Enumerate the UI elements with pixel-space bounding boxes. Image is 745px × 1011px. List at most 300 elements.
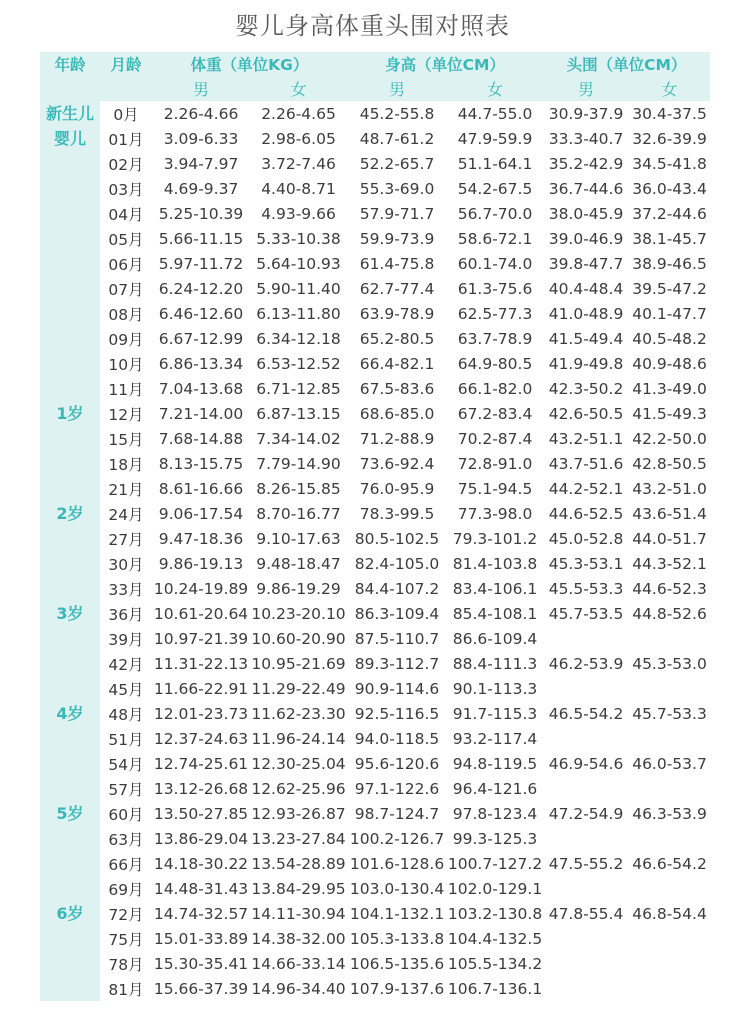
height-male-cell: 89.3-112.7 <box>354 654 440 673</box>
head-male-cell: 42.3-50.2 <box>548 379 624 398</box>
month-cell: 24月 <box>108 505 144 524</box>
table-row <box>40 726 710 751</box>
table-row <box>40 251 710 276</box>
head-male-cell: 36.7-44.6 <box>548 179 624 198</box>
month-cell: 36月 <box>108 605 144 624</box>
height-female-cell: 97.8-123.4 <box>452 804 538 823</box>
weight-male-cell: 3.94-7.97 <box>163 154 239 173</box>
subheader-weight-male: 男 <box>152 76 250 101</box>
weight-male-cell: 12.01-23.73 <box>153 704 249 723</box>
weight-male-cell: 13.50-27.85 <box>153 804 249 823</box>
height-male-cell: 62.7-77.4 <box>359 279 435 298</box>
head-female-cell <box>629 626 710 651</box>
weight-male-cell: 15.66-37.39 <box>153 979 249 998</box>
height-male-cell: 107.9-137.6 <box>349 979 445 998</box>
subheader-height-female: 女 <box>447 76 543 101</box>
age-cell <box>40 276 100 301</box>
weight-male-cell: 11.31-22.13 <box>153 654 249 673</box>
month-cell: 04月 <box>108 205 144 224</box>
month-cell: 07月 <box>108 280 144 299</box>
age-cell: 婴儿 <box>40 126 100 151</box>
weight-male-cell: 7.68-14.88 <box>158 429 244 448</box>
age-cell <box>40 826 100 851</box>
age-cell <box>40 776 100 801</box>
table-row <box>40 801 710 826</box>
height-female-cell: 56.7-70.0 <box>457 204 533 223</box>
height-female-cell: 64.9-80.5 <box>457 354 533 373</box>
weight-female-cell: 2.26-4.65 <box>261 104 336 123</box>
table-row <box>40 101 710 126</box>
age-cell <box>40 851 100 876</box>
height-male-cell: 86.3-109.4 <box>354 604 440 623</box>
head-male-cell: 44.6-52.5 <box>548 504 624 523</box>
height-male-cell: 73.6-92.4 <box>359 454 435 473</box>
head-male-cell <box>543 826 629 851</box>
height-female-cell: 44.7-55.0 <box>457 104 533 123</box>
weight-female-cell: 9.86-19.29 <box>256 579 341 598</box>
month-cell: 30月 <box>108 555 144 574</box>
height-male-cell: 95.6-120.6 <box>354 754 440 773</box>
head-male-cell: 33.3-40.7 <box>548 129 624 148</box>
table-row <box>40 301 710 326</box>
height-female-cell: 91.7-115.3 <box>452 704 538 723</box>
height-male-cell: 87.5-110.7 <box>354 629 440 648</box>
month-cell: 01月 <box>108 130 144 149</box>
height-female-cell: 81.4-103.8 <box>452 554 538 573</box>
month-cell: 10月 <box>108 355 144 374</box>
head-male-cell: 30.9-37.9 <box>548 104 624 123</box>
height-female-cell: 94.8-119.5 <box>452 754 538 773</box>
subheader-row <box>40 76 710 101</box>
head-male-cell: 41.9-49.8 <box>548 354 624 373</box>
head-female-cell: 40.1-47.7 <box>632 304 707 323</box>
age-cell <box>40 926 100 951</box>
weight-male-cell: 6.86-13.34 <box>158 354 244 373</box>
height-female-cell: 103.2-130.8 <box>447 904 543 923</box>
height-female-cell: 83.4-106.1 <box>452 579 538 598</box>
weight-male-cell: 8.13-15.75 <box>158 454 244 473</box>
page-title: 婴儿身高体重头围对照表 <box>235 12 510 40</box>
head-male-cell <box>543 926 629 951</box>
head-male-cell: 46.5-54.2 <box>548 704 624 723</box>
month-cell: 69月 <box>108 880 144 899</box>
height-male-cell: 48.7-61.2 <box>359 129 435 148</box>
table-row <box>40 351 710 376</box>
subheader-blank <box>100 76 152 101</box>
head-female-cell <box>629 951 710 976</box>
growth-chart-table <box>40 52 710 1001</box>
month-cell: 27月 <box>108 530 144 549</box>
month-cell: 03月 <box>108 180 144 199</box>
height-female-cell: 67.2-83.4 <box>457 404 533 423</box>
month-cell: 45月 <box>108 680 144 699</box>
weight-female-cell: 10.95-21.69 <box>251 654 346 673</box>
age-cell <box>40 751 100 776</box>
month-cell: 0月 <box>113 105 139 124</box>
weight-female-cell: 6.13-11.80 <box>256 304 341 323</box>
weight-male-cell: 9.06-17.54 <box>158 504 244 523</box>
height-female-cell: 102.0-129.1 <box>447 879 543 898</box>
table-row <box>40 576 710 601</box>
head-female-cell <box>629 726 710 751</box>
head-female-cell: 41.5-49.3 <box>632 404 707 423</box>
height-male-cell: 67.5-83.6 <box>359 379 435 398</box>
age-cell <box>40 476 100 501</box>
height-female-cell: 100.7-127.2 <box>447 854 543 873</box>
age-cell <box>40 151 100 176</box>
head-female-cell: 37.2-44.6 <box>632 204 707 223</box>
height-male-cell: 82.4-105.0 <box>354 554 440 573</box>
header-month: 月龄 <box>100 52 152 76</box>
height-female-cell: 51.1-64.1 <box>457 154 533 173</box>
table-row <box>40 401 710 426</box>
month-cell: 06月 <box>108 255 144 274</box>
head-female-cell: 45.3-53.0 <box>632 654 707 673</box>
month-cell: 39月 <box>108 630 144 649</box>
height-male-cell: 98.7-124.7 <box>354 804 440 823</box>
head-female-cell: 36.0-43.4 <box>632 179 707 198</box>
height-male-cell: 100.2-126.7 <box>349 829 445 848</box>
weight-female-cell: 12.62-25.96 <box>251 779 346 798</box>
table-row <box>40 751 710 776</box>
height-male-cell: 101.6-128.6 <box>349 854 445 873</box>
height-male-cell: 63.9-78.9 <box>359 304 435 323</box>
age-cell <box>40 351 100 376</box>
head-male-cell: 43.7-51.6 <box>548 454 624 473</box>
table-row <box>40 276 710 301</box>
month-cell: 63月 <box>108 830 144 849</box>
head-male-cell <box>543 876 629 901</box>
age-cell <box>40 426 100 451</box>
head-female-cell: 43.6-51.4 <box>632 504 707 523</box>
head-female-cell: 45.7-53.3 <box>632 704 707 723</box>
height-female-cell: 105.5-134.2 <box>447 954 543 973</box>
head-male-cell: 45.3-53.1 <box>548 554 624 573</box>
weight-male-cell: 6.46-12.60 <box>158 304 244 323</box>
head-female-cell: 46.3-53.9 <box>632 804 707 823</box>
weight-female-cell: 11.96-24.14 <box>251 729 346 748</box>
height-male-cell: 52.2-65.7 <box>359 154 435 173</box>
table-row <box>40 601 710 626</box>
table-row <box>40 676 710 701</box>
head-female-cell: 40.9-48.6 <box>632 354 707 373</box>
weight-male-cell: 5.97-11.72 <box>158 254 244 273</box>
age-cell <box>40 676 100 701</box>
month-cell: 09月 <box>108 330 144 349</box>
age-cell <box>40 626 100 651</box>
height-female-cell: 70.2-87.4 <box>457 429 533 448</box>
weight-female-cell: 13.54-28.89 <box>251 854 346 873</box>
height-female-cell: 77.3-98.0 <box>457 504 533 523</box>
weight-male-cell: 3.09-6.33 <box>163 129 239 148</box>
weight-female-cell: 4.93-9.66 <box>261 204 336 223</box>
head-female-cell: 44.8-52.6 <box>632 604 707 623</box>
weight-male-cell: 12.37-24.63 <box>153 729 249 748</box>
weight-female-cell: 7.34-14.02 <box>256 429 341 448</box>
height-male-cell: 76.0-95.9 <box>359 479 435 498</box>
head-male-cell: 42.6-50.5 <box>548 404 624 423</box>
height-male-cell: 84.4-107.2 <box>354 579 440 598</box>
data-table <box>40 52 710 1001</box>
header-age: 年龄 <box>40 52 100 76</box>
month-cell: 51月 <box>108 730 144 749</box>
weight-female-cell: 12.93-26.87 <box>251 804 346 823</box>
head-male-cell: 35.2-42.9 <box>548 154 624 173</box>
head-female-cell: 44.6-52.3 <box>632 579 707 598</box>
subheader-head-male: 男 <box>543 76 629 101</box>
weight-male-cell: 8.61-16.66 <box>158 479 244 498</box>
month-cell: 72月 <box>108 905 144 924</box>
weight-male-cell: 2.26-4.66 <box>163 104 239 123</box>
age-cell: 新生儿 <box>40 101 100 126</box>
subheader-weight-female: 女 <box>250 76 347 101</box>
height-female-cell: 54.2-67.5 <box>457 179 533 198</box>
height-female-cell: 106.7-136.1 <box>447 979 543 998</box>
table-row <box>40 376 710 401</box>
weight-female-cell: 5.90-11.40 <box>256 279 341 298</box>
head-male-cell <box>543 976 629 1001</box>
height-male-cell: 90.9-114.6 <box>354 679 440 698</box>
weight-female-cell: 6.34-12.18 <box>256 329 341 348</box>
weight-female-cell: 13.23-27.84 <box>251 829 346 848</box>
height-female-cell: 96.4-121.6 <box>452 779 538 798</box>
weight-female-cell: 3.72-7.46 <box>261 154 336 173</box>
head-female-cell <box>629 926 710 951</box>
subheader-head-female: 女 <box>629 76 710 101</box>
head-male-cell: 38.0-45.9 <box>548 204 624 223</box>
head-male-cell <box>543 676 629 701</box>
table-row <box>40 976 710 1001</box>
weight-male-cell: 13.86-29.04 <box>153 829 249 848</box>
height-male-cell: 78.3-99.5 <box>359 504 435 523</box>
height-male-cell: 71.2-88.9 <box>359 429 435 448</box>
age-cell <box>40 526 100 551</box>
head-female-cell: 34.5-41.8 <box>632 154 707 173</box>
height-female-cell: 63.7-78.9 <box>457 329 533 348</box>
month-cell: 11月 <box>108 380 144 399</box>
height-male-cell: 61.4-75.8 <box>359 254 435 273</box>
table-row <box>40 501 710 526</box>
height-male-cell: 59.9-73.9 <box>359 229 435 248</box>
age-cell <box>40 976 100 1001</box>
head-female-cell: 46.0-53.7 <box>632 754 707 773</box>
weight-female-cell: 6.71-12.85 <box>256 379 341 398</box>
weight-female-cell: 4.40-8.71 <box>261 179 336 198</box>
age-cell <box>40 551 100 576</box>
height-male-cell: 106.5-135.6 <box>349 954 445 973</box>
table-row <box>40 526 710 551</box>
height-male-cell: 55.3-69.0 <box>359 179 435 198</box>
table-row <box>40 626 710 651</box>
weight-male-cell: 9.86-19.13 <box>158 554 244 573</box>
month-cell: 54月 <box>108 755 144 774</box>
header-height: 身高（单位CM） <box>347 52 543 76</box>
head-female-cell: 38.9-46.5 <box>632 254 707 273</box>
weight-male-cell: 7.04-13.68 <box>158 379 244 398</box>
weight-male-cell: 11.66-22.91 <box>153 679 249 698</box>
head-female-cell: 39.5-47.2 <box>632 279 707 298</box>
month-cell: 18月 <box>108 455 144 474</box>
height-female-cell: 85.4-108.1 <box>452 604 538 623</box>
height-male-cell: 68.6-85.0 <box>359 404 435 423</box>
month-cell: 75月 <box>108 930 144 949</box>
weight-male-cell: 5.25-10.39 <box>158 204 244 223</box>
weight-male-cell: 10.61-20.64 <box>153 604 249 623</box>
table-row <box>40 701 710 726</box>
weight-male-cell: 5.66-11.15 <box>158 229 244 248</box>
height-female-cell: 47.9-59.9 <box>457 129 533 148</box>
age-cell: 3岁 <box>40 601 100 626</box>
subheader-height-male: 男 <box>347 76 447 101</box>
head-male-cell: 47.5-55.2 <box>548 854 624 873</box>
month-cell: 21月 <box>108 480 144 499</box>
table-row <box>40 201 710 226</box>
head-female-cell: 41.3-49.0 <box>632 379 707 398</box>
table-row <box>40 551 710 576</box>
head-male-cell: 45.5-53.3 <box>548 579 624 598</box>
weight-female-cell: 5.33-10.38 <box>256 229 341 248</box>
head-female-cell: 42.8-50.5 <box>632 454 707 473</box>
weight-female-cell: 14.11-30.94 <box>251 904 346 923</box>
age-cell <box>40 951 100 976</box>
weight-male-cell: 9.47-18.36 <box>158 529 244 548</box>
age-cell: 2岁 <box>40 501 100 526</box>
head-male-cell <box>543 951 629 976</box>
height-female-cell: 66.1-82.0 <box>457 379 533 398</box>
weight-female-cell: 6.53-12.52 <box>256 354 341 373</box>
weight-female-cell: 6.87-13.15 <box>256 404 341 423</box>
weight-female-cell: 9.48-18.47 <box>256 554 341 573</box>
month-cell: 15月 <box>108 430 144 449</box>
table-row <box>40 951 710 976</box>
month-cell: 60月 <box>108 805 144 824</box>
header-head: 头围（单位CM） <box>543 52 710 76</box>
head-male-cell: 41.5-49.4 <box>548 329 624 348</box>
month-cell: 33月 <box>108 580 144 599</box>
height-female-cell: 88.4-111.3 <box>452 654 538 673</box>
head-male-cell: 46.9-54.6 <box>548 754 624 773</box>
age-cell: 5岁 <box>40 801 100 826</box>
height-female-cell: 93.2-117.4 <box>452 729 538 748</box>
head-female-cell: 40.5-48.2 <box>632 329 707 348</box>
head-female-cell: 43.2-51.0 <box>632 479 707 498</box>
header-weight: 体重（单位KG） <box>152 52 347 76</box>
head-male-cell: 45.7-53.5 <box>548 604 624 623</box>
head-male-cell: 40.4-48.4 <box>548 279 624 298</box>
height-male-cell: 45.2-55.8 <box>359 104 435 123</box>
height-female-cell: 99.3-125.3 <box>452 829 538 848</box>
age-cell <box>40 201 100 226</box>
weight-male-cell: 7.21-14.00 <box>158 404 244 423</box>
age-cell <box>40 876 100 901</box>
weight-female-cell: 11.62-23.30 <box>251 704 346 723</box>
weight-female-cell: 9.10-17.63 <box>256 529 341 548</box>
subheader-blank <box>40 76 100 101</box>
weight-male-cell: 10.24-19.89 <box>153 579 249 598</box>
weight-male-cell: 6.67-12.99 <box>158 329 244 348</box>
head-female-cell: 32.6-39.9 <box>632 129 707 148</box>
height-male-cell: 103.0-130.4 <box>349 879 445 898</box>
height-male-cell: 65.2-80.5 <box>359 329 435 348</box>
age-cell <box>40 451 100 476</box>
height-male-cell: 104.1-132.1 <box>349 904 445 923</box>
head-male-cell: 45.0-52.8 <box>548 529 624 548</box>
weight-female-cell: 7.79-14.90 <box>256 454 341 473</box>
weight-female-cell: 8.70-16.77 <box>256 504 341 523</box>
weight-female-cell: 2.98-6.05 <box>261 129 336 148</box>
head-male-cell: 39.8-47.7 <box>548 254 624 273</box>
month-cell: 42月 <box>108 655 144 674</box>
age-cell <box>40 176 100 201</box>
table-row <box>40 126 710 151</box>
weight-female-cell: 10.23-20.10 <box>251 604 346 623</box>
head-male-cell: 39.0-46.9 <box>548 229 624 248</box>
age-cell <box>40 376 100 401</box>
age-cell <box>40 226 100 251</box>
height-female-cell: 62.5-77.3 <box>457 304 533 323</box>
head-female-cell <box>629 676 710 701</box>
table-row <box>40 151 710 176</box>
age-cell <box>40 726 100 751</box>
age-cell: 4岁 <box>40 701 100 726</box>
table-row <box>40 651 710 676</box>
height-female-cell: 58.6-72.1 <box>457 229 533 248</box>
head-male-cell: 46.2-53.9 <box>548 654 624 673</box>
table-row <box>40 876 710 901</box>
weight-male-cell: 13.12-26.68 <box>153 779 249 798</box>
weight-male-cell: 15.30-35.41 <box>153 954 249 973</box>
month-cell: 05月 <box>108 230 144 249</box>
month-cell: 66月 <box>108 855 144 874</box>
age-cell <box>40 576 100 601</box>
head-female-cell <box>629 776 710 801</box>
age-cell <box>40 651 100 676</box>
weight-female-cell: 12.30-25.04 <box>251 754 346 773</box>
weight-female-cell: 14.66-33.14 <box>251 954 346 973</box>
weight-male-cell: 12.74-25.61 <box>153 754 249 773</box>
month-cell: 48月 <box>108 705 144 724</box>
weight-male-cell: 14.18-30.22 <box>153 854 249 873</box>
table-row <box>40 851 710 876</box>
head-male-cell <box>543 776 629 801</box>
head-female-cell: 42.2-50.0 <box>632 429 707 448</box>
weight-male-cell: 14.48-31.43 <box>153 879 249 898</box>
month-cell: 08月 <box>108 305 144 324</box>
height-male-cell: 94.0-118.5 <box>354 729 440 748</box>
head-female-cell: 44.3-52.1 <box>632 554 707 573</box>
month-cell: 57月 <box>108 780 144 799</box>
height-female-cell: 79.3-101.2 <box>452 529 538 548</box>
month-cell: 81月 <box>108 980 144 999</box>
head-female-cell <box>629 976 710 1001</box>
table-row <box>40 926 710 951</box>
head-female-cell: 44.0-51.7 <box>632 529 707 548</box>
table-body <box>40 101 710 1001</box>
weight-female-cell: 10.60-20.90 <box>251 629 346 648</box>
height-male-cell: 92.5-116.5 <box>354 704 440 723</box>
head-female-cell <box>629 876 710 901</box>
head-male-cell <box>543 726 629 751</box>
weight-male-cell: 15.01-33.89 <box>153 929 249 948</box>
weight-male-cell: 14.74-32.57 <box>153 904 249 923</box>
head-male-cell: 47.8-55.4 <box>548 904 624 923</box>
height-female-cell: 86.6-109.4 <box>452 629 538 648</box>
table-row <box>40 901 710 926</box>
height-female-cell: 61.3-75.6 <box>457 279 533 298</box>
height-male-cell: 57.9-71.7 <box>359 204 435 223</box>
weight-male-cell: 10.97-21.39 <box>153 629 249 648</box>
table-row <box>40 426 710 451</box>
